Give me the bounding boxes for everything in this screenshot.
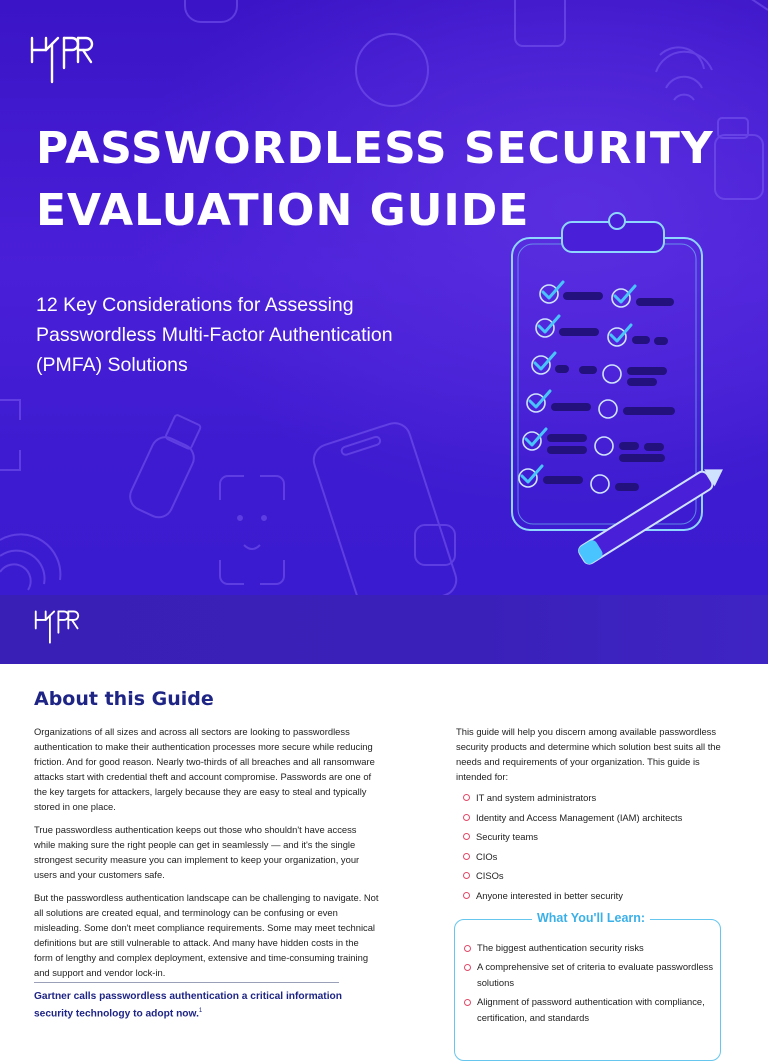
what-youll-learn-box [454,911,721,1061]
footnote-ref[interactable]: 1 [198,1008,203,1014]
fingerprint-icon [656,47,712,100]
about-heading: About this Guide [34,688,214,710]
subtitle-line-2: Passwordless Multi-Factor Authentication [36,324,393,346]
about-paragraph-3: But the passwordless authentication landscape can be challenging to navigate. Not all solutions are created equal, and terminology can be confusing or even misleading. Some don't meet compliance requirements. Some may meet technical definitions but are still vulnerable to attack. And many have hidden costs in the form of lengthy and complex deployment, extensive and time-consuming training and support and vendor lock-in. [34,892,379,978]
usb-key-icon [185,0,237,22]
learn-list [455,940,717,1029]
face-scan-icon [220,476,284,584]
bullet-circle-icon [464,964,471,971]
list-item-text: CISOs [476,870,504,882]
about-body [34,724,379,988]
hypr-logo [30,36,94,84]
learn-title: What You'll Learn: [532,911,650,925]
list-item [455,940,717,957]
about-paragraph-2: True passwordless authentication keeps out those who shouldn't have access while making sure the right people can get in seamlessly — and it's the single strongest security measure you can implement to keep your organization, your users and your customers safe. [34,824,360,880]
list-item-text: The biggest authentication security risks [477,942,644,953]
list-item [455,959,717,992]
subtitle-line-3: (PMFA) Solutions [36,354,188,376]
list-item-text: Alignment of password authentication with compliance, certification, and standards [477,995,705,1023]
face-scan-icon [515,0,565,46]
about-section [0,664,768,1024]
page-subtitle [36,290,456,380]
ring-icon [356,34,428,106]
bullet-circle-icon [463,892,470,899]
bullet-circle-icon [463,814,470,821]
intended-intro: This guide will help you discern among available passwordless security products and determine which solution best suits all the needs and requirements of your organization. This guide is intended for: [456,726,721,782]
bullet-circle-icon [463,872,470,879]
list-item [456,790,726,805]
gartner-quote [34,989,364,1021]
bullet-circle-icon [464,999,471,1006]
about-paragraph-1: Organizations of all sizes and across all sectors are looking to passwordless authentication to make their authentication processes more secure while reducing friction. And for good reason. Nearly two-thirds of all breaches and all ransomware attacks start with credential theft and account compromise. Passwords are one of the key targets for attackers, largely because they are easy to steal and typically stored in one place. [34,726,375,812]
bullet-circle-icon [464,945,471,952]
hero-footer-band [0,595,768,664]
bullet-circle-icon [463,794,470,801]
quote-divider [34,982,339,983]
list-item [456,829,726,844]
fingerprint-icon [0,534,60,590]
usb-key-icon [126,411,209,522]
list-item-text: Identity and Access Management (IAM) architects [476,811,683,823]
list-item-text: CIOs [476,850,498,862]
list-item-text: Security teams [476,831,538,843]
page-title [36,118,736,242]
audience-list [456,790,726,903]
list-item [456,868,726,883]
subtitle-line-1: 12 Key Considerations for Assessing [36,294,354,316]
pencil-icon [577,461,728,566]
list-item-text: IT and system administrators [476,792,597,803]
bullet-circle-icon [463,833,470,840]
list-item [455,994,717,1027]
hypr-logo-small [32,610,82,644]
clipboard-illustration [512,213,728,566]
title-line-1: PASSWORDLESS SECURITY [36,123,714,174]
list-item [456,849,726,864]
list-item-text: A comprehensive set of criteria to evaluate passwordless solutions [477,960,714,988]
list-item [456,888,726,903]
phone-icon [310,419,461,595]
list-item-text: Anyone interested in better security [476,889,623,901]
list-item [456,810,726,825]
title-line-2: EVALUATION GUIDE [36,185,530,236]
intended-audience [456,724,726,908]
bullet-circle-icon [463,853,470,860]
gartner-quote-text: Gartner calls passwordless authentication a critical information security technology to adopt now. [34,991,342,1020]
